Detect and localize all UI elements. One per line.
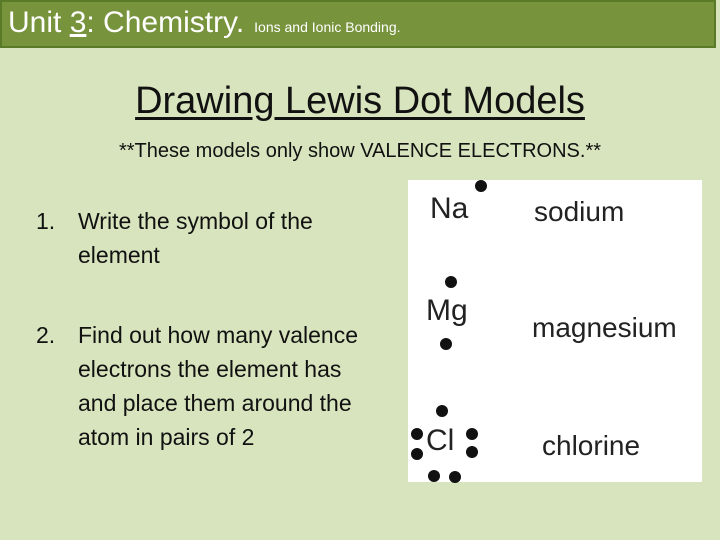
step-text: Find out how many valence electrons the element has and place them around the atom in pairs of 2 [78, 322, 358, 450]
step-text: Write the symbol of the element [78, 208, 313, 268]
step-number: 1. [36, 208, 56, 234]
element-symbol-mg: Mg [426, 294, 468, 327]
slide-header [0, 0, 716, 48]
electron-dot [440, 338, 452, 350]
element-symbol-na: Na [430, 192, 469, 225]
step-number: 2. [36, 322, 56, 348]
step-item [36, 318, 366, 454]
element-name-magnesium: magnesium [532, 312, 677, 343]
unit-title: Unit 3: Chemistry. [8, 6, 245, 39]
step-item [36, 204, 366, 272]
element-symbol-cl: Cl [426, 424, 455, 457]
electron-dot [436, 405, 448, 417]
slide-title: Drawing Lewis Dot Models [135, 80, 585, 122]
element-name-sodium: sodium [534, 196, 625, 227]
electron-dot [445, 276, 457, 288]
electron-dot [411, 428, 423, 440]
steps-list [36, 204, 366, 500]
electron-dot [428, 470, 440, 482]
electron-dot [449, 471, 461, 483]
electron-dot [475, 180, 487, 192]
unit-subtitle: Ions and Ionic Bonding. [254, 19, 401, 35]
electron-dot [466, 428, 478, 440]
valence-note: **These models only show VALENCE ELECTRONS.** [118, 140, 602, 162]
electron-dot [466, 446, 478, 458]
element-name-chlorine: chlorine [542, 430, 641, 461]
lewis-dot-panel [408, 180, 702, 482]
electron-dot [411, 448, 423, 460]
